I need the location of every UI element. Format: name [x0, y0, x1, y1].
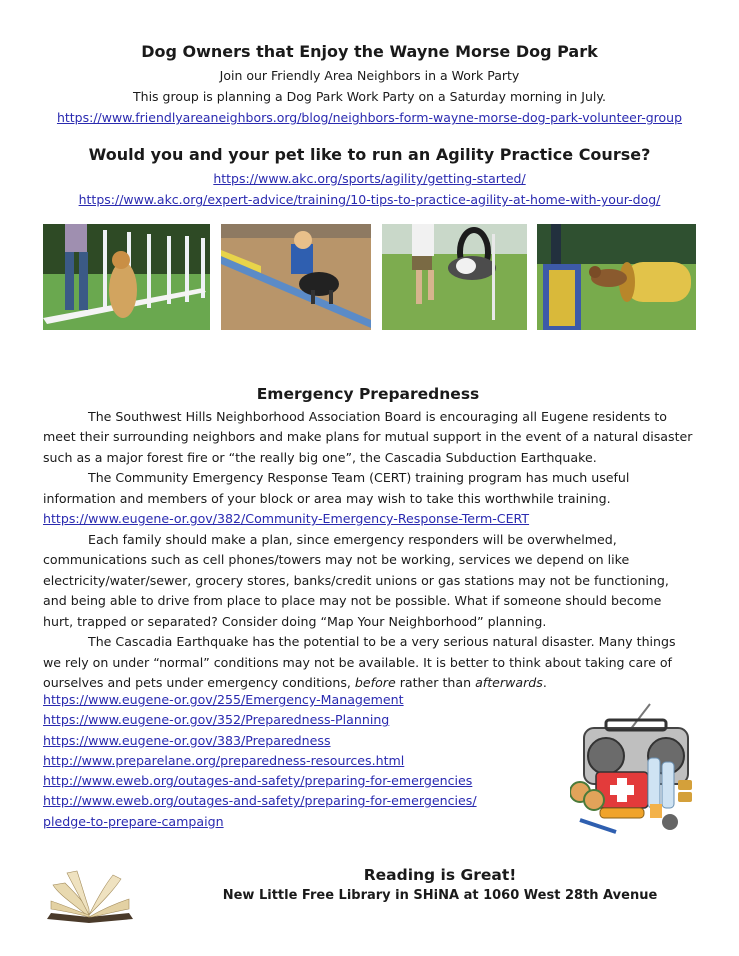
emergency-section — [43, 384, 693, 694]
photo-teeter-ramp — [221, 224, 371, 330]
open-book-illustration — [45, 865, 135, 925]
p4-text-start: The Cascadia Earthquake has the potential to be a very serious natural disaster. Many things we rely on under “normal” conditions may not be available. It is better to think about taking care of ourselves and pets under emergency conditions, — [43, 634, 676, 690]
agility-title: Would you and your pet like to run an Agility Practice Course? — [88, 145, 651, 164]
link-eweb-pledge-line2: pledge-to-prepare-campaign — [43, 813, 224, 829]
agility-section — [0, 145, 739, 210]
link-eweb-preparing[interactable]: http://www.eweb.org/outages-and-safety/preparing-for-emergencies — [43, 773, 473, 789]
emergency-paragraph-4 — [43, 632, 693, 694]
emergency-paragraph-1: The Southwest Hills Neighborhood Association Board is encouraging all Eugene residents to meet their surrounding neighbors and make plans for mutual support in the event of a natural disaster such as a major forest fire or “the really big one”, the Cascadia Subduction Earthquake. — [43, 408, 693, 465]
emergency-kit-illustration — [570, 700, 695, 840]
agility-link-tips[interactable]: https://www.akc.org/expert-advice/training/10-tips-to-practice-agility-at-home-with-your-dog/ — [78, 192, 661, 207]
dog-park-description: This group is planning a Dog Park Work Party on a Saturday morning in July. — [133, 89, 606, 104]
emergency-title: Emergency Preparedness — [256, 385, 480, 403]
link-preparelane[interactable]: http://www.preparelane.org/preparedness-resources.html — [43, 752, 405, 768]
p4-text-end: . — [542, 675, 547, 690]
link-eweb-pledge-line1: http://www.eweb.org/outages-and-safety/preparing-for-emergencies/ — [43, 793, 477, 809]
link-preparedness-planning[interactable]: https://www.eugene-or.gov/352/Preparedness-Planning — [43, 712, 390, 728]
cert-link[interactable]: https://www.eugene-or.gov/382/Community-Emergency-Response-Term-CERT — [43, 511, 530, 526]
photo-weave-poles — [43, 224, 210, 330]
library-subtitle: New Little Free Library in SHiNA at 1060 West 28th Avenue — [222, 888, 658, 903]
agility-photo-strip — [43, 224, 696, 330]
p4-emphasis-afterwards: afterwards — [475, 675, 543, 690]
emergency-paragraph-2: The Community Emergency Response Team (CERT) training program has much useful information and members of your block or area may wish to take this worthwhile training. — [43, 470, 630, 506]
emergency-links — [43, 690, 477, 832]
link-emergency-management[interactable]: https://www.eugene-or.gov/255/Emergency-Management — [43, 692, 404, 707]
emergency-paragraph-3: Each family should make a plan, since emergency responders will be overwhelmed, communications such as cell phones/towers may not be working, services we depend on like electricity/water/sewer, grocery stores, banks/credit unions or gas stations may not be functioning, and being able to drive from place to place may not be possible. What if someone should become hurt, trapped or separated? Consider doing “Map Your Neighborhood” planning. — [43, 531, 669, 629]
link-eweb-pledge[interactable] — [43, 791, 477, 832]
agility-link-getting-started[interactable]: https://www.akc.org/sports/agility/getting-started/ — [213, 171, 526, 186]
p4-emphasis-before: before — [354, 675, 396, 690]
link-preparedness[interactable]: https://www.eugene-or.gov/383/Preparedness — [43, 732, 331, 748]
library-section — [180, 866, 700, 903]
photo-tunnel — [537, 224, 696, 330]
dog-park-subtitle: Join our Friendly Area Neighbors in a Work Party — [219, 68, 520, 83]
dog-park-link[interactable]: https://www.friendlyareaneighbors.org/blog/neighbors-form-wayne-morse-dog-park-volunteer-group — [56, 110, 683, 125]
p4-text-mid: rather than — [395, 675, 476, 690]
dog-park-title: Dog Owners that Enjoy the Wayne Morse Dog Park — [141, 42, 598, 61]
library-title: Reading is Great! — [363, 866, 517, 884]
photo-tire-jump — [382, 224, 527, 330]
dog-park-section — [0, 42, 739, 128]
